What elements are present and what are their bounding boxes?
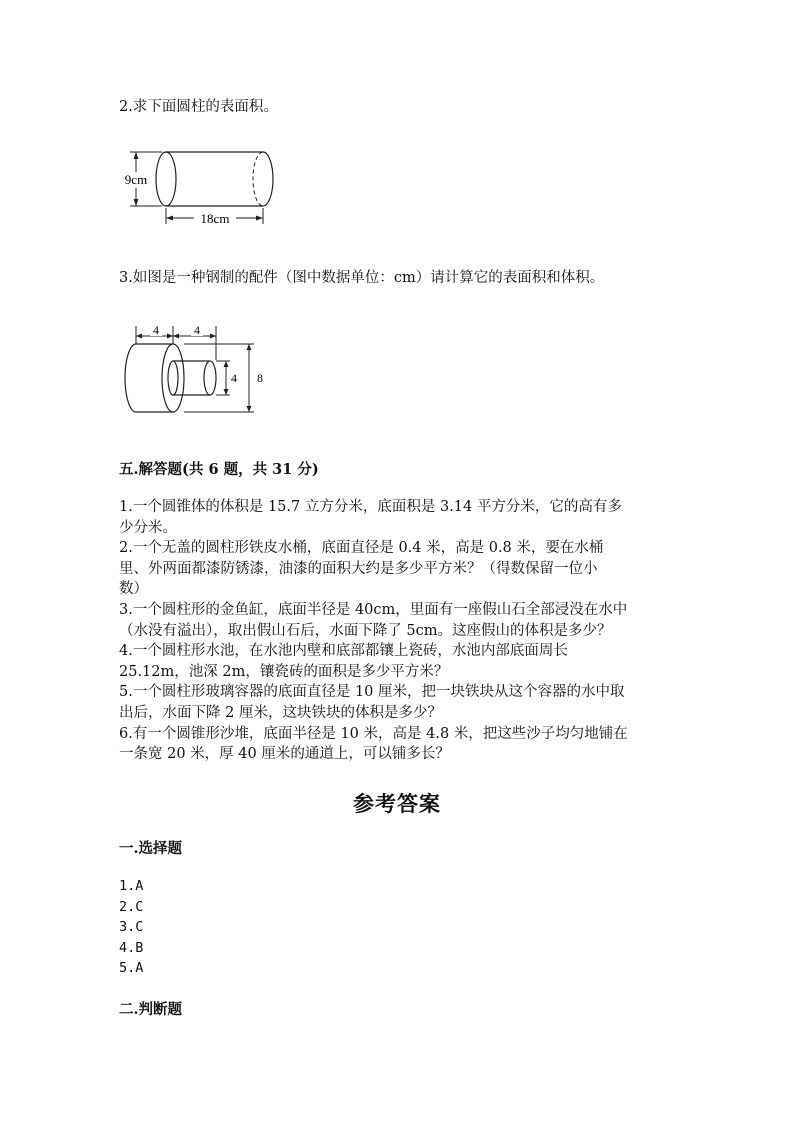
text-line: 少分米。 xyxy=(119,519,177,536)
arrow-up-icon xyxy=(224,361,229,367)
cylinder-right-front xyxy=(263,152,273,206)
text-line: 数） xyxy=(119,581,148,598)
answers-section-2-heading: 二.判断题 xyxy=(119,1001,183,1018)
steel-part-figure xyxy=(118,320,278,420)
text-line: （水没有溢出），取出假山石后，水面下降了 5cm。这座假山的体积是多少？ xyxy=(119,622,612,639)
answers-title: 参考答案 xyxy=(353,791,441,816)
text-line: 出后，水面下降 2 厘米，这块铁块的体积是多少？ xyxy=(119,704,442,721)
length-label: 18cm xyxy=(200,211,230,226)
arrow-right-icon xyxy=(210,334,216,339)
arrow-down-icon xyxy=(224,389,229,395)
arrow-left-icon xyxy=(173,334,179,339)
height-label: 9cm xyxy=(124,172,148,187)
text-line: 一条宽 20 米，厚 40 厘米的通道上，可以铺多长？ xyxy=(119,746,450,763)
arrow-up-icon xyxy=(247,344,252,350)
inner-label: 4 xyxy=(231,371,237,385)
answer-item: 5.A xyxy=(119,960,144,976)
text-line: 1.一个圆锥体的体积是 15.7 立方分米，底面积是 3.14 平方分米，它的高有多 xyxy=(119,499,622,515)
text-line: 里、外两面都漆防锈漆，油漆的面积大约是多少平方米？（得数保留一位小 xyxy=(119,560,598,577)
outer-label: 8 xyxy=(257,371,263,385)
answers-section-1-heading: 一.选择题 xyxy=(119,840,183,857)
arrow-right-icon xyxy=(167,334,173,339)
text-line: 2.一个无盖的圆柱形铁皮水桶，底面直径是 0.4 米，高是 0.8 米，要在水桶 xyxy=(119,540,604,557)
large-cylinder-left-end xyxy=(125,344,136,412)
text-line: 25.12m，池深 2m，镶瓷砖的面积是多少平方米？ xyxy=(119,663,449,680)
arrow-left-icon xyxy=(136,334,142,339)
arrow-up-icon xyxy=(134,152,139,159)
arrow-left-icon xyxy=(166,216,173,221)
answer-item: 4.B xyxy=(119,939,144,956)
question-2-text: 2.求下面圆柱的表面积。 xyxy=(119,99,278,115)
text-line: 4.一个圆柱形水池，在水池内壁和底部都镶上瓷砖，水池内部底面周长 xyxy=(119,643,568,660)
cylinder-right-hidden xyxy=(253,152,263,206)
answer-item: 3.C xyxy=(119,919,144,935)
cylinder-figure xyxy=(118,140,288,230)
section-5-heading: 五.解答题(共 6 题，共 31 分) xyxy=(119,461,319,478)
large-cylinder-face xyxy=(162,344,184,412)
arrow-down-icon xyxy=(134,199,139,206)
arrow-down-icon xyxy=(247,406,252,412)
top-left-label: 4 xyxy=(153,323,159,337)
cylinder-left-end xyxy=(156,152,176,206)
text-line: 5.一个圆柱形玻璃容器的底面直径是 10 厘米，把一块铁块从这个容器的水中取 xyxy=(119,684,625,701)
answer-item: 2.C xyxy=(119,898,144,915)
text-line: 3.一个圆柱形的金鱼缸，底面半径是 40cm，里面有一座假山石全部浸没在水中 xyxy=(119,601,628,618)
top-right-label: 4 xyxy=(194,323,200,337)
answers-list xyxy=(119,876,679,979)
text-line: 6.有一个圆锥形沙堆，底面半径是 10 米，高是 4.8 米，把这些沙子均匀地铺在 xyxy=(119,725,628,742)
arrow-right-icon xyxy=(256,216,263,221)
section-5-questions xyxy=(119,497,679,765)
answer-item: 1.A xyxy=(119,878,144,894)
question-3-text: 3.如图是一种钢制的配件（图中数据单位：cm）请计算它的表面积和体积。 xyxy=(119,270,605,286)
small-cylinder-face xyxy=(204,361,216,395)
